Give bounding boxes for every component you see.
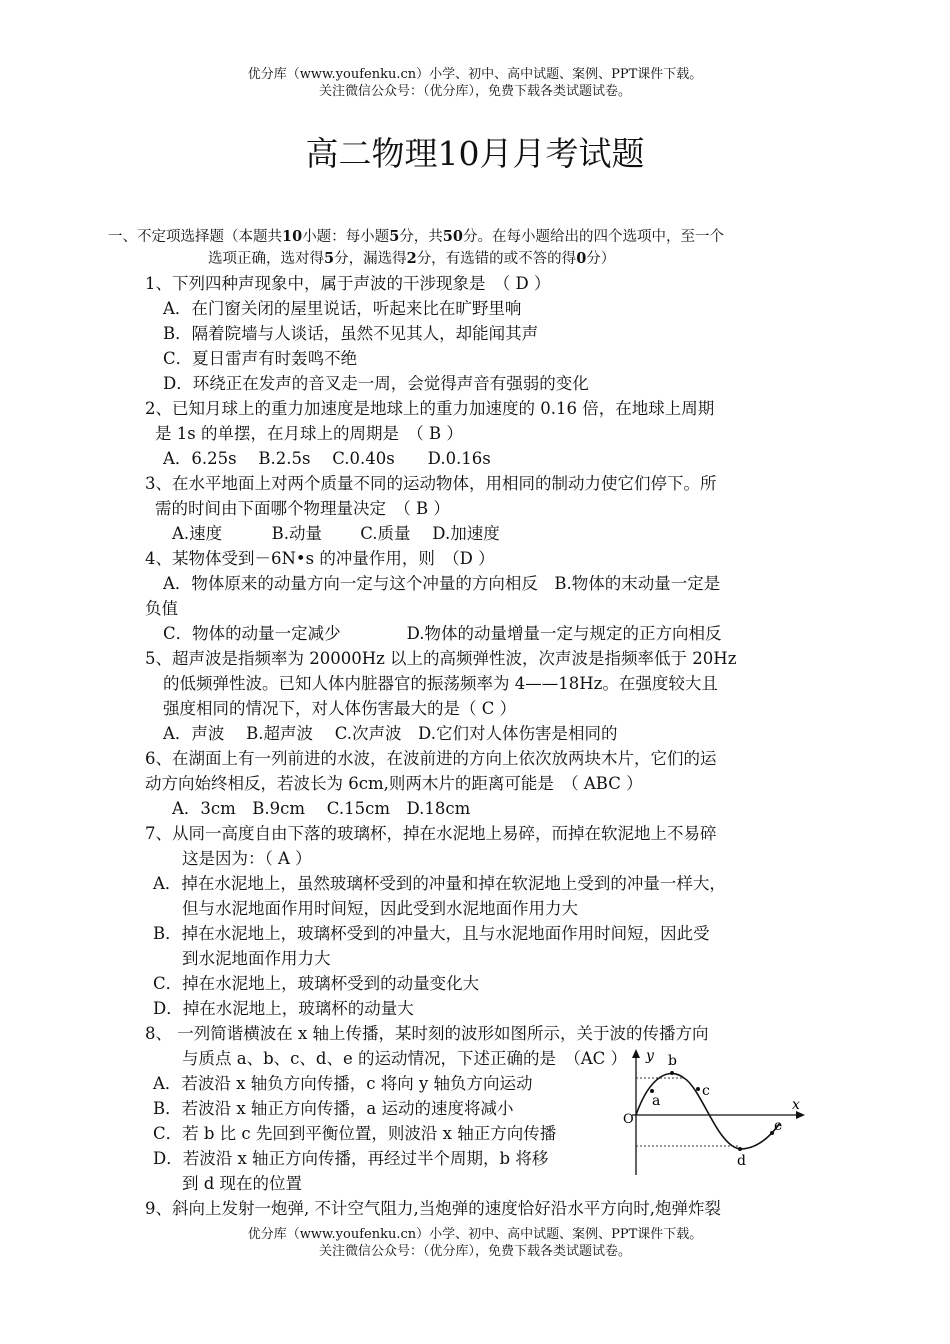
- label-e: e: [774, 1118, 783, 1134]
- option-line: D．若波沿 x 轴正方向传播，再经过半个周期，b 将移: [153, 1149, 549, 1168]
- question-line: 与质点 a、b、c、d、e 的运动情况，下述正确的是 （AC ）: [182, 1049, 627, 1068]
- question-line: 2、已知月球上的重力加速度是地球上的重力加速度的 0.16 倍，在地球上周期: [145, 399, 715, 418]
- option-line: C．掉在水泥地上，玻璃杯受到的动量变化大: [153, 974, 480, 993]
- question-line: 强度相同的情况下，对人体伤害最大的是（ C ）: [163, 699, 517, 718]
- question-line: 动方向始终相反，若波长为 6cm,则两木片的距离可能是 （ ABC ）: [145, 774, 643, 793]
- label-b: b: [668, 1053, 677, 1069]
- question-line: 3、在水平地面上对两个质量不同的运动物体，用相同的制动力使它们停下。所: [145, 474, 717, 493]
- point-d: [738, 1147, 742, 1151]
- label-d: d: [737, 1153, 746, 1169]
- option-line: 负值: [145, 599, 178, 618]
- option-line: A．声波 B.超声波 C.次声波 D.它们对人体伤害是相同的: [163, 724, 618, 743]
- option-line: 但与水泥地面作用时间短，因此受到水泥地面作用力大: [182, 899, 578, 918]
- option-line: C．物体的动量一定减少 D.物体的动量增量一定与规定的正方向相反: [163, 624, 722, 643]
- question-line: 这是因为：（ A ）: [182, 849, 312, 868]
- option-line: C．若 b 比 c 先回到平衡位置，则波沿 x 轴正方向传播: [153, 1124, 557, 1143]
- label-c: c: [702, 1083, 710, 1099]
- footer-line-1: 优分库（www.youfenku.cn）小学、初中、高中试题、案例、PPT课件下载。: [247, 1227, 703, 1242]
- question-line: 7、从同一高度自由下落的玻璃杯，掉在水泥地上易碎，而掉在软泥地上不易碎: [145, 824, 717, 843]
- point-c: [696, 1087, 700, 1091]
- option-line: 到 d 现在的位置: [182, 1174, 303, 1193]
- question-line: 9、斜向上发射一炮弹, 不计空气阻力,当炮弹的速度恰好沿水平方向时,炮弹炸裂: [145, 1199, 721, 1218]
- question-line: 是 1s 的单摆，在月球上的周期是 （ B ）: [155, 424, 463, 443]
- y-axis-label: y: [646, 1048, 654, 1064]
- question-line: 5、超声波是指频率为 20000Hz 以上的高频弹性波，次声波是指频率低于 20Hz: [145, 649, 737, 668]
- question-line: 的低频弹性波。已知人体内脏器官的振荡频率为 4——18Hz。在强度较大且: [163, 674, 718, 693]
- option-line: B．掉在水泥地上，玻璃杯受到的冲量大，且与水泥地面作用时间短，因此受: [153, 924, 710, 943]
- option-line: B．隔着院墙与人谈话，虽然不见其人，却能闻其声: [163, 324, 539, 343]
- question-line: 6、在湖面上有一列前进的水波，在波前进的方向上依次放两块木片，它们的运: [145, 749, 717, 768]
- option-line: B．若波沿 x 轴正方向传播，a 运动的速度将减小: [153, 1099, 514, 1118]
- label-a: a: [652, 1093, 661, 1109]
- option-line: D．环绕正在发声的音叉走一周，会觉得声音有强弱的变化: [163, 374, 589, 393]
- option-line: A．3cm B.9cm C.15cm D.18cm: [172, 799, 471, 818]
- question-line: 4、某物体受到－6N•s 的冲量作用，则 （D ）: [145, 549, 495, 568]
- y-axis-arrow: [632, 1049, 640, 1058]
- option-line: A．若波沿 x 轴负方向传播，c 将向 y 轴负方向运动: [153, 1074, 533, 1093]
- option-line: A．物体原来的动量方向一定与这个冲量的方向相反 B.物体的末动量一定是: [163, 574, 721, 593]
- question-line: 需的时间由下面哪个物理量决定 （ B ）: [155, 499, 450, 518]
- option-line: A.速度 B.动量 C.质量 D.加速度: [172, 524, 500, 543]
- page-header: [0, 66, 950, 100]
- section-text: 一、不定项选择题（本题共10小题：每小题5分，共50分。在每小题给出的四个选项中，至一个: [108, 228, 724, 245]
- x-axis-label: x: [792, 1097, 800, 1113]
- option-line: C．夏日雷声有时轰鸣不绝: [163, 349, 358, 368]
- question-line: 1、下列四种声现象中，属于声波的干涉现象是 （ D ）: [145, 274, 551, 293]
- page-title: 高二物理10月月考试题: [305, 134, 645, 173]
- option-line: A．6.25s B.2.5s C.0.40s D.0.16s: [163, 449, 491, 468]
- point-b: [670, 1071, 674, 1075]
- page-footer: [0, 1226, 950, 1260]
- option-line: A．掉在水泥地上，虽然玻璃杯受到的冲量和掉在软泥地上受到的冲量一样大，: [153, 874, 726, 893]
- question-line: 8、 一列简谐横波在 x 轴上传播，某时刻的波形如图所示，关于波的传播方向: [145, 1024, 709, 1043]
- section-text-line2: 选项正确，选对得5分，漏选得2分，有选错的或不答的得0分）: [208, 250, 616, 267]
- wave-figure: [622, 1045, 807, 1180]
- option-line: 到水泥地面作用力大: [182, 949, 331, 968]
- option-line: A．在门窗关闭的屋里说话，听起来比在旷野里响: [163, 299, 522, 318]
- section-heading: [108, 226, 828, 270]
- header-line-2: 关注微信公众号：（优分库），免费下载各类试题试卷。: [318, 84, 631, 99]
- header-line-1: 优分库（www.youfenku.cn）小学、初中、高中试题、案例、PPT课件下载。: [247, 67, 703, 82]
- option-line: D．掉在水泥地上，玻璃杯的动量大: [153, 999, 414, 1018]
- footer-line-2: 关注微信公众号：（优分库），免费下载各类试题试卷。: [318, 1244, 631, 1259]
- origin-label: O: [623, 1112, 634, 1127]
